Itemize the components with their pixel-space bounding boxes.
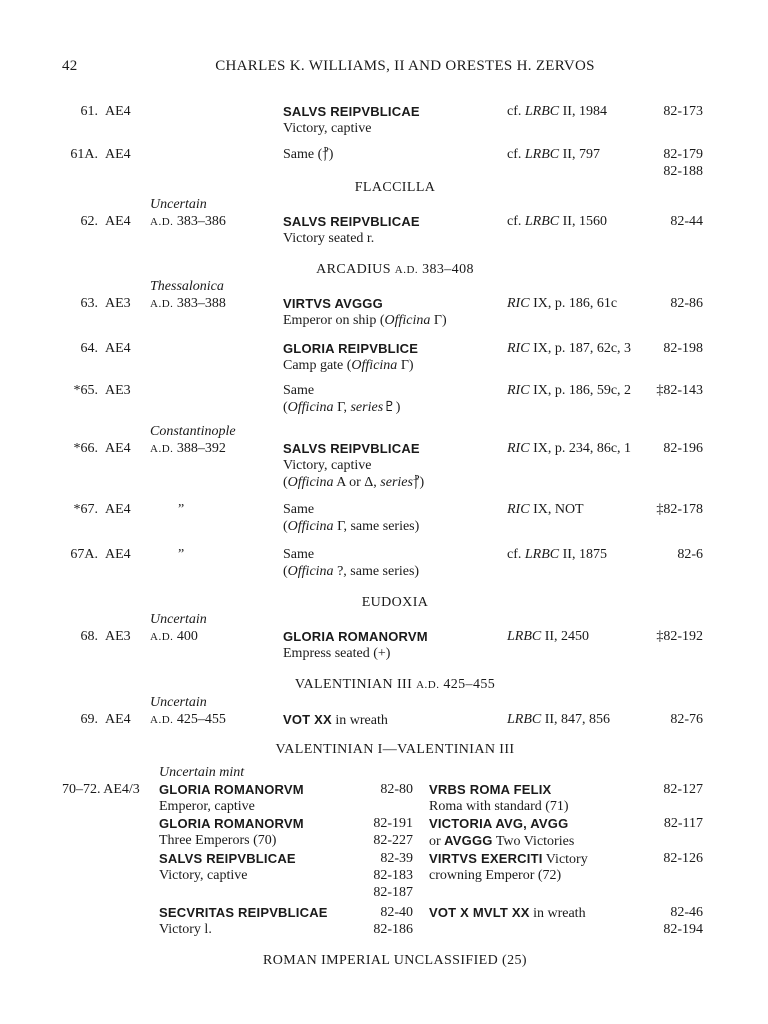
inventory-number: 82-44 bbox=[670, 214, 703, 229]
inventory-number: ‡82-143 bbox=[656, 383, 703, 398]
ref-detail: II, 2450 bbox=[541, 629, 590, 644]
ref-work: RIC bbox=[507, 296, 530, 311]
catalogue-number: 67A. bbox=[70, 547, 98, 562]
reverse-legend: GLORIA ROMANORVM bbox=[159, 782, 304, 797]
inventory-number: 82-80 bbox=[380, 782, 413, 797]
catalogue-reference bbox=[507, 146, 600, 163]
description: Victory, captive bbox=[159, 868, 248, 883]
officina-label: Officina bbox=[351, 358, 398, 373]
denomination: AE4 bbox=[105, 547, 131, 562]
series-label: series bbox=[380, 475, 413, 490]
ref-work: RIC bbox=[507, 383, 530, 398]
catalogue-reference bbox=[507, 711, 610, 728]
inventory-number: ‡82-192 bbox=[656, 629, 703, 644]
ref-prefix: cf. bbox=[507, 547, 525, 562]
section-heading bbox=[110, 676, 680, 694]
legend-tail: Victory bbox=[542, 852, 588, 867]
description: Same ( bbox=[283, 147, 323, 162]
reverse-legend: SALVS REIPVBLICAE bbox=[283, 104, 420, 119]
denomination: AE4 bbox=[105, 341, 131, 356]
description: Victory, captive bbox=[283, 121, 372, 136]
catalogue-number: 61A. bbox=[70, 147, 98, 162]
officina-label: Officina bbox=[384, 313, 431, 328]
section-name: ARCADIUS bbox=[316, 262, 395, 277]
section-heading: EUDOXIA bbox=[361, 595, 429, 610]
ref-work: LRBC bbox=[524, 104, 560, 119]
legend-line bbox=[429, 850, 588, 868]
date-era: A.D. bbox=[150, 298, 174, 310]
description-line bbox=[283, 563, 419, 580]
reverse-legend: AVGGG bbox=[444, 833, 493, 848]
description: ( bbox=[283, 475, 288, 490]
description-line bbox=[429, 798, 569, 815]
description: ( bbox=[283, 400, 288, 415]
legend-line bbox=[283, 501, 314, 518]
mint-name: Thessalonica bbox=[150, 279, 224, 294]
description-end: ) bbox=[328, 147, 334, 162]
catalogue-reference bbox=[507, 103, 607, 120]
reverse-legend: VRBS ROMA FELIX bbox=[429, 782, 552, 797]
description: Victory l. bbox=[159, 922, 212, 937]
catalogue-reference bbox=[507, 546, 607, 563]
officina-label: Officina bbox=[287, 519, 334, 534]
description-line bbox=[283, 120, 371, 137]
legend-line bbox=[283, 340, 418, 358]
same-label: Same bbox=[283, 383, 315, 398]
date-era: A.D. bbox=[150, 631, 174, 643]
description-line bbox=[283, 146, 333, 163]
running-title: CHARLES K. WILLIAMS, II AND ORESTES H. ZERVOS bbox=[215, 58, 595, 74]
denomination: AE4 bbox=[105, 712, 131, 727]
mint-name: Uncertain mint bbox=[159, 765, 245, 780]
reverse-legend: VOT X MVLT XX bbox=[429, 905, 530, 920]
section-heading: VALENTINIAN I—VALENTINIAN III bbox=[275, 742, 515, 757]
description-end: ) bbox=[395, 400, 401, 415]
date-years: 383–388 bbox=[173, 296, 226, 311]
reverse-legend: VIRTVS EXERCITI bbox=[429, 851, 543, 866]
mint-symbol: ⳨ bbox=[322, 147, 329, 162]
catalogue-reference bbox=[507, 628, 589, 645]
officina-label: Officina bbox=[287, 564, 334, 579]
inventory-number: 82-227 bbox=[373, 833, 413, 848]
catalogue-number: 68. bbox=[80, 629, 98, 644]
description-line bbox=[429, 832, 574, 850]
date-years: 400 bbox=[173, 629, 198, 644]
date-range bbox=[150, 295, 226, 313]
section-dates: 383–408 bbox=[418, 262, 474, 277]
date-years: 388–392 bbox=[173, 441, 226, 456]
ref-detail: IX, p. 187, 62c, 3 bbox=[529, 341, 632, 356]
section-heading bbox=[110, 261, 680, 279]
catalogue-number: *66. bbox=[73, 441, 98, 456]
description-line bbox=[283, 230, 374, 247]
reverse-legend: GLORIA REIPVBLICE bbox=[283, 341, 419, 356]
description-line bbox=[429, 867, 561, 884]
section-heading: ROMAN IMPERIAL UNCLASSIFIED (25) bbox=[263, 953, 527, 968]
date-range bbox=[150, 628, 198, 646]
catalogue-number: 69. bbox=[80, 712, 98, 727]
ref-work: RIC bbox=[507, 502, 530, 517]
description: ( bbox=[283, 564, 288, 579]
description-line bbox=[283, 457, 371, 474]
mint-symbol: ⳨ bbox=[412, 475, 420, 490]
legend-tail: in wreath bbox=[331, 713, 388, 728]
date-era: A.D. bbox=[150, 443, 174, 455]
description-end: Γ) bbox=[430, 313, 447, 328]
description: Empress seated (+) bbox=[283, 646, 391, 661]
section-era: A.D. bbox=[394, 264, 419, 276]
denomination: AE4 bbox=[105, 214, 131, 229]
description-mid: Γ, bbox=[333, 400, 351, 415]
legend-tail: in wreath bbox=[529, 906, 586, 921]
ref-work: LRBC bbox=[507, 629, 542, 644]
reverse-legend: SECVRITAS REIPVBLICAE bbox=[159, 905, 328, 920]
mint-name: Uncertain bbox=[150, 695, 207, 710]
page-number: 42 bbox=[62, 58, 78, 74]
reverse-legend: GLORIA ROMANORVM bbox=[283, 629, 428, 644]
ditto-mark: ” bbox=[178, 547, 185, 562]
ditto-mark: ” bbox=[178, 502, 185, 517]
denomination: AE4 bbox=[105, 147, 131, 162]
section-name: VALENTINIAN III bbox=[294, 677, 417, 692]
inventory-number: 82-191 bbox=[373, 816, 413, 831]
description: crowning Emperor (72) bbox=[429, 868, 562, 883]
ref-work: LRBC bbox=[524, 214, 560, 229]
ref-detail: IX, p. 234, 86c, 1 bbox=[529, 441, 632, 456]
section-era: A.D. bbox=[416, 679, 440, 691]
inventory-number: 82-173 bbox=[663, 104, 703, 119]
description: Emperor on ship ( bbox=[283, 313, 385, 328]
denomination: AE4 bbox=[105, 502, 131, 517]
inventory-number: 82-46 bbox=[670, 905, 703, 920]
catalogue-number: 64. bbox=[80, 341, 98, 356]
description: Victory seated r. bbox=[283, 231, 375, 246]
inventory-number: 82-186 bbox=[373, 922, 413, 937]
ref-detail: II, 797 bbox=[559, 147, 600, 162]
description: Victory, captive bbox=[283, 458, 372, 473]
description-end: ?, same series) bbox=[333, 564, 420, 579]
legend-line bbox=[283, 295, 383, 313]
inventory-number: 82-126 bbox=[663, 851, 703, 866]
description-line bbox=[283, 312, 447, 329]
same-label: Same bbox=[283, 502, 315, 517]
inventory-number: 82-39 bbox=[380, 851, 413, 866]
inventory-number: 82-188 bbox=[663, 164, 703, 179]
same-label: Same bbox=[283, 547, 315, 562]
description: Camp gate ( bbox=[283, 358, 352, 373]
description: Two Victories bbox=[492, 834, 575, 849]
description-mid: A or Δ, bbox=[333, 475, 381, 490]
date-years: 383–386 bbox=[173, 214, 226, 229]
reverse-legend: GLORIA ROMANORVM bbox=[159, 816, 304, 831]
catalogue-number: *65. bbox=[73, 383, 98, 398]
inventory-number: 82-183 bbox=[373, 868, 413, 883]
catalogue-number: 62. bbox=[80, 214, 98, 229]
catalogue-number: 70–72. AE4/3 bbox=[62, 782, 140, 797]
legend-line bbox=[283, 628, 428, 646]
ref-work: LRBC bbox=[524, 147, 560, 162]
section-heading: FLACCILLA bbox=[354, 180, 436, 195]
denomination: AE4 bbox=[105, 104, 131, 119]
catalogue-number: 63. bbox=[80, 296, 98, 311]
ref-detail: IX, p. 186, 59c, 2 bbox=[529, 383, 632, 398]
description-line bbox=[283, 357, 414, 374]
catalogue-reference bbox=[507, 501, 584, 518]
legend-line bbox=[429, 815, 568, 833]
legend-line bbox=[283, 213, 420, 231]
ref-detail: II, 1984 bbox=[559, 104, 607, 119]
denomination: AE3 bbox=[105, 296, 131, 311]
description: Three Emperors (70) bbox=[159, 833, 277, 848]
mint-name: Uncertain bbox=[150, 612, 207, 627]
description: Emperor, captive bbox=[159, 799, 255, 814]
catalogue-number: 61. bbox=[80, 104, 98, 119]
reverse-legend: SALVS REIPVBLICAE bbox=[283, 441, 420, 456]
legend-line bbox=[283, 440, 420, 458]
description-end: Γ, same series) bbox=[333, 519, 420, 534]
ref-detail: IX, p. 186, 61c bbox=[529, 296, 618, 311]
ref-detail: II, 1875 bbox=[559, 547, 607, 562]
description-end: Γ) bbox=[397, 358, 414, 373]
date-era: A.D. bbox=[150, 216, 174, 228]
mint-name: Uncertain bbox=[150, 197, 207, 212]
inventory-number: 82-40 bbox=[380, 905, 413, 920]
description-line-2 bbox=[283, 474, 424, 491]
ref-detail: IX, NOT bbox=[529, 502, 584, 517]
inventory-number: 82-6 bbox=[677, 547, 703, 562]
ref-work: LRBC bbox=[507, 712, 542, 727]
ref-work: RIC bbox=[507, 441, 530, 456]
date-range bbox=[150, 213, 226, 231]
ref-prefix: cf. bbox=[507, 214, 525, 229]
description-line bbox=[283, 645, 390, 662]
legend-line bbox=[429, 904, 586, 922]
ref-detail: II, 1560 bbox=[559, 214, 607, 229]
inventory-number: 82-187 bbox=[373, 885, 413, 900]
legend-line bbox=[283, 382, 314, 399]
inventory-number: 82-198 bbox=[663, 341, 703, 356]
reverse-legend: SALVS REIPVBLICAE bbox=[159, 851, 296, 866]
catalogue-reference bbox=[507, 213, 607, 230]
description-line bbox=[283, 399, 400, 416]
legend-line bbox=[283, 711, 388, 729]
inventory-number: 82-194 bbox=[663, 922, 703, 937]
ref-detail: II, 847, 856 bbox=[541, 712, 611, 727]
series-label: series bbox=[350, 400, 384, 415]
ref-work: LRBC bbox=[524, 547, 560, 562]
inventory-number: 82-86 bbox=[670, 296, 703, 311]
denomination: AE3 bbox=[105, 629, 131, 644]
description: Roma with standard (71) bbox=[429, 799, 569, 814]
mint-symbol: ♇ bbox=[383, 400, 396, 415]
description-end: ) bbox=[419, 475, 425, 490]
reverse-legend: SALVS REIPVBLICAE bbox=[283, 214, 420, 229]
description: ( bbox=[283, 519, 288, 534]
ref-prefix: cf. bbox=[507, 104, 525, 119]
section-dates: 425–455 bbox=[439, 677, 496, 692]
legend-line bbox=[283, 546, 314, 563]
description-prefix: or bbox=[429, 834, 445, 849]
inventory-number: 82-117 bbox=[663, 816, 703, 831]
inventory-number: 82-127 bbox=[663, 782, 703, 797]
description-line bbox=[283, 518, 419, 535]
inventory-number: 82-76 bbox=[670, 712, 703, 727]
reverse-legend: VICTORIA AVG, AVGG bbox=[429, 816, 569, 831]
denomination: AE3 bbox=[105, 383, 131, 398]
legend-line bbox=[429, 781, 551, 799]
ref-prefix: cf. bbox=[507, 147, 525, 162]
date-years: 425–455 bbox=[173, 712, 226, 727]
legend-line bbox=[283, 103, 420, 121]
catalogue-number: *67. bbox=[73, 502, 98, 517]
date-range bbox=[150, 440, 226, 458]
inventory-number: 82-179 bbox=[663, 147, 703, 162]
reverse-legend: VOT XX bbox=[283, 712, 332, 727]
denomination: AE4 bbox=[105, 441, 131, 456]
ref-work: RIC bbox=[507, 341, 530, 356]
officina-label: Officina bbox=[287, 400, 334, 415]
mint-name: Constantinople bbox=[150, 424, 236, 439]
officina-label: Officina bbox=[287, 475, 334, 490]
reverse-legend: VIRTVS AVGGG bbox=[283, 296, 383, 311]
date-range bbox=[150, 711, 226, 729]
inventory-number: 82-196 bbox=[663, 441, 703, 456]
inventory-number: ‡82-178 bbox=[656, 502, 703, 517]
date-era: A.D. bbox=[150, 714, 174, 726]
